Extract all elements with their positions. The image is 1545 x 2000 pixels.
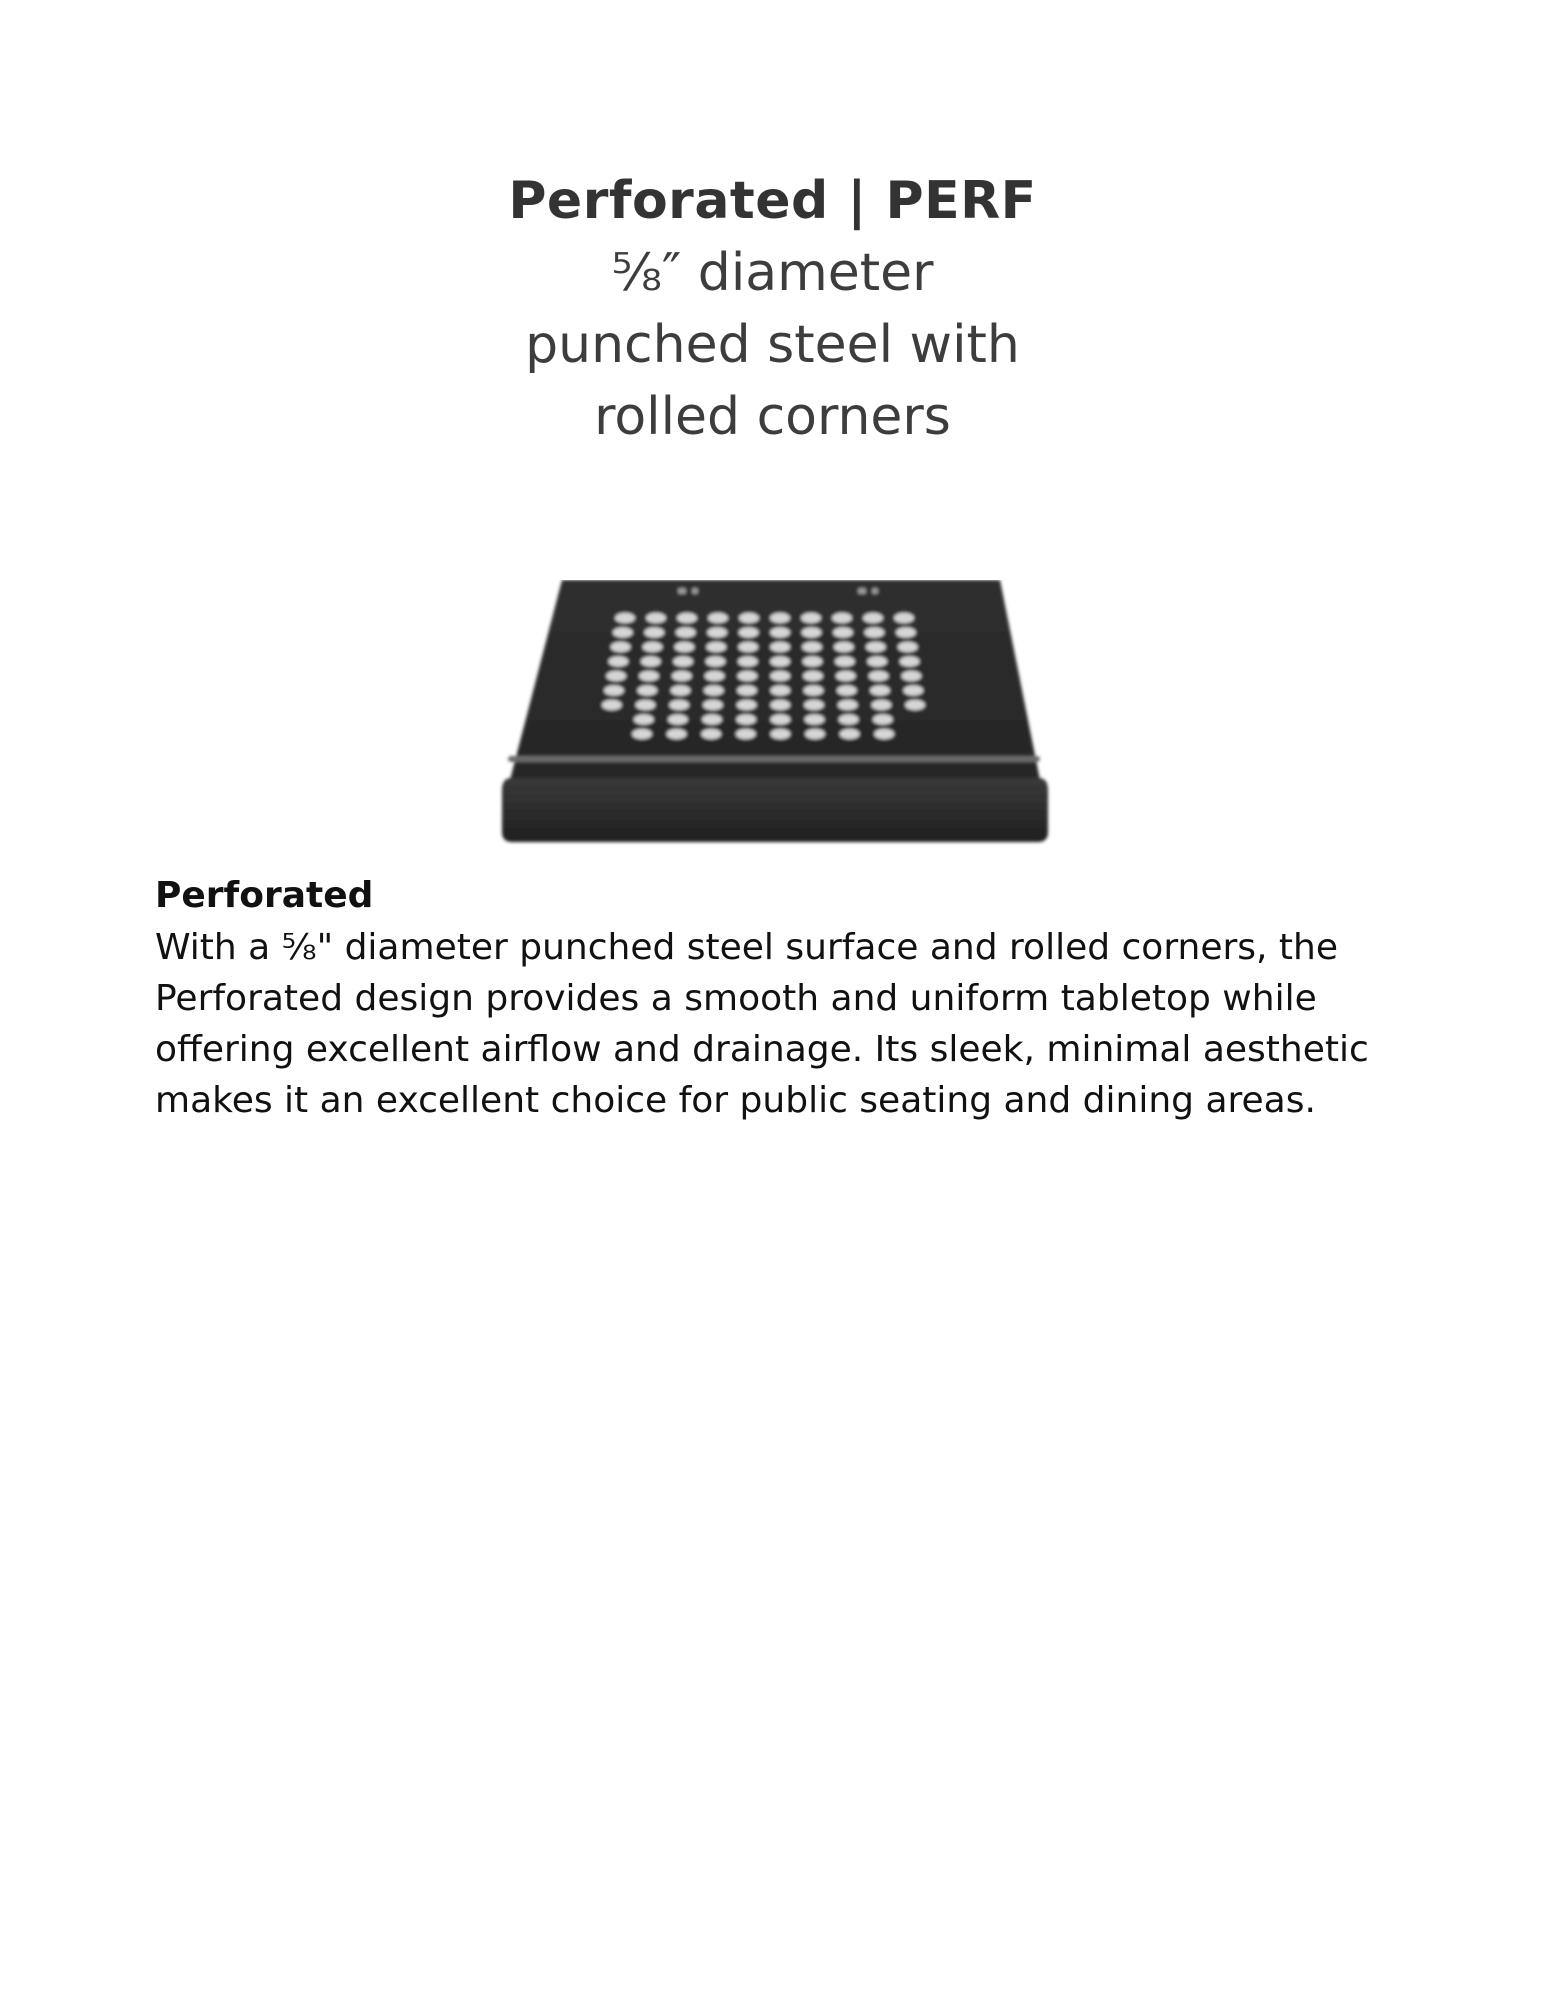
description-title: Perforated (155, 875, 374, 916)
perforation-hole (901, 671, 921, 681)
rolled-edge-highlight (508, 756, 1040, 762)
perforation-hole (871, 700, 891, 710)
perforation-hole (770, 613, 790, 623)
perforation-hole (770, 627, 790, 637)
perforation-hole (643, 642, 663, 652)
perforation-hole (770, 642, 790, 652)
perforation-hole (867, 656, 887, 666)
perforation-hole (770, 685, 790, 695)
perforation-hole (870, 685, 890, 695)
perforation-hole (604, 685, 624, 695)
perforation-hole (838, 700, 858, 710)
perforation-hole (702, 714, 722, 724)
fastener-mark (872, 588, 878, 594)
perforation-hole (738, 642, 758, 652)
perforation-hole (832, 613, 852, 623)
perforation-hole (770, 714, 790, 724)
header-line-diameter: ⅝″ diameter (611, 243, 934, 303)
perforation-hole (641, 656, 661, 666)
perforation-hole (676, 627, 696, 637)
header-line-corners: rolled corners (594, 387, 951, 447)
perforation-hole (898, 642, 918, 652)
perforation-hole (874, 729, 894, 739)
perforation-hole (863, 613, 883, 623)
description-block (155, 870, 1415, 1126)
perforation-hole (674, 642, 694, 652)
perforation-hole (839, 714, 859, 724)
perforation-hole (646, 613, 666, 623)
perforation-hole (636, 700, 656, 710)
perforation-hole (706, 656, 726, 666)
perforation-hole (634, 714, 654, 724)
fastener-mark (678, 588, 686, 594)
perforation-hole (770, 700, 790, 710)
perforation-hole (739, 613, 759, 623)
fastener-mark (858, 588, 866, 594)
perforation-hole (703, 700, 723, 710)
perforation-hole (770, 729, 790, 739)
perforation-hole (837, 685, 857, 695)
perforation-hole (802, 642, 822, 652)
perforation-hole (668, 714, 688, 724)
perforation-hole (615, 613, 635, 623)
perforation-hole (905, 700, 925, 710)
perforation-hole (903, 685, 923, 695)
perforation-hole (804, 700, 824, 710)
perforation-hole (801, 613, 821, 623)
perforation-hole (608, 656, 628, 666)
perforation-hole (739, 627, 759, 637)
perforation-hole (834, 642, 854, 652)
description-body: With a ⅝" diameter punched steel surface and rolled corners, the Perforated design provides a smooth and uniform tabletop while offering excellent airflow and drainage. Its sleek, minimal aesthetic makes it an excellent choice for public seating and dining areas. (155, 927, 1369, 1121)
perforation-hole (770, 671, 790, 681)
perforation-hole (736, 729, 756, 739)
perforation-hole (802, 627, 822, 637)
perforation-hole (673, 656, 693, 666)
perforation-hole (707, 627, 727, 637)
perforation-hole (671, 685, 691, 695)
perforation-hole (896, 627, 916, 637)
perforation-hole (611, 642, 631, 652)
perforation-hole (672, 671, 692, 681)
perforation-hole (704, 685, 724, 695)
perforation-hole (677, 613, 697, 623)
perforation-hole (706, 642, 726, 652)
perforation-hole (900, 656, 920, 666)
perforation-hole (835, 656, 855, 666)
fastener-mark (692, 588, 698, 594)
perforation-hole (803, 671, 823, 681)
perforation-hole (637, 685, 657, 695)
perforation-hole (894, 613, 914, 623)
perforation-hole (613, 627, 633, 637)
header-block (0, 165, 1545, 453)
perforated-tabletop-image (470, 580, 1070, 870)
rolled-front-edge (502, 778, 1048, 842)
perforation-hole (805, 729, 825, 739)
perforation-hole (644, 627, 664, 637)
perforation-hole (804, 685, 824, 695)
perforation-hole (639, 671, 659, 681)
perforation-hole (737, 671, 757, 681)
perforation-hole (737, 700, 757, 710)
header-line-material: punched steel with (525, 315, 1020, 375)
perforation-hole (840, 729, 860, 739)
perforation-hole (805, 714, 825, 724)
perforation-hole (737, 685, 757, 695)
perforation-hole (873, 714, 893, 724)
perforation-hole (669, 700, 689, 710)
perforation-hole (869, 671, 889, 681)
perforation-hole (836, 671, 856, 681)
perforation-hole (866, 642, 886, 652)
perforation-hole (864, 627, 884, 637)
perforation-hole (701, 729, 721, 739)
perforation-hole (606, 671, 626, 681)
perforation-hole (632, 729, 652, 739)
perforation-hole (705, 671, 725, 681)
perforation-hole (803, 656, 823, 666)
perforation-hole (738, 656, 758, 666)
perforation-hole (770, 656, 790, 666)
perforation-hole (602, 700, 622, 710)
perforation-hole (833, 627, 853, 637)
header-title: Perforated | PERF (508, 171, 1037, 231)
perforation-hole (708, 613, 728, 623)
perforation-hole (667, 729, 687, 739)
perforation-hole (736, 714, 756, 724)
